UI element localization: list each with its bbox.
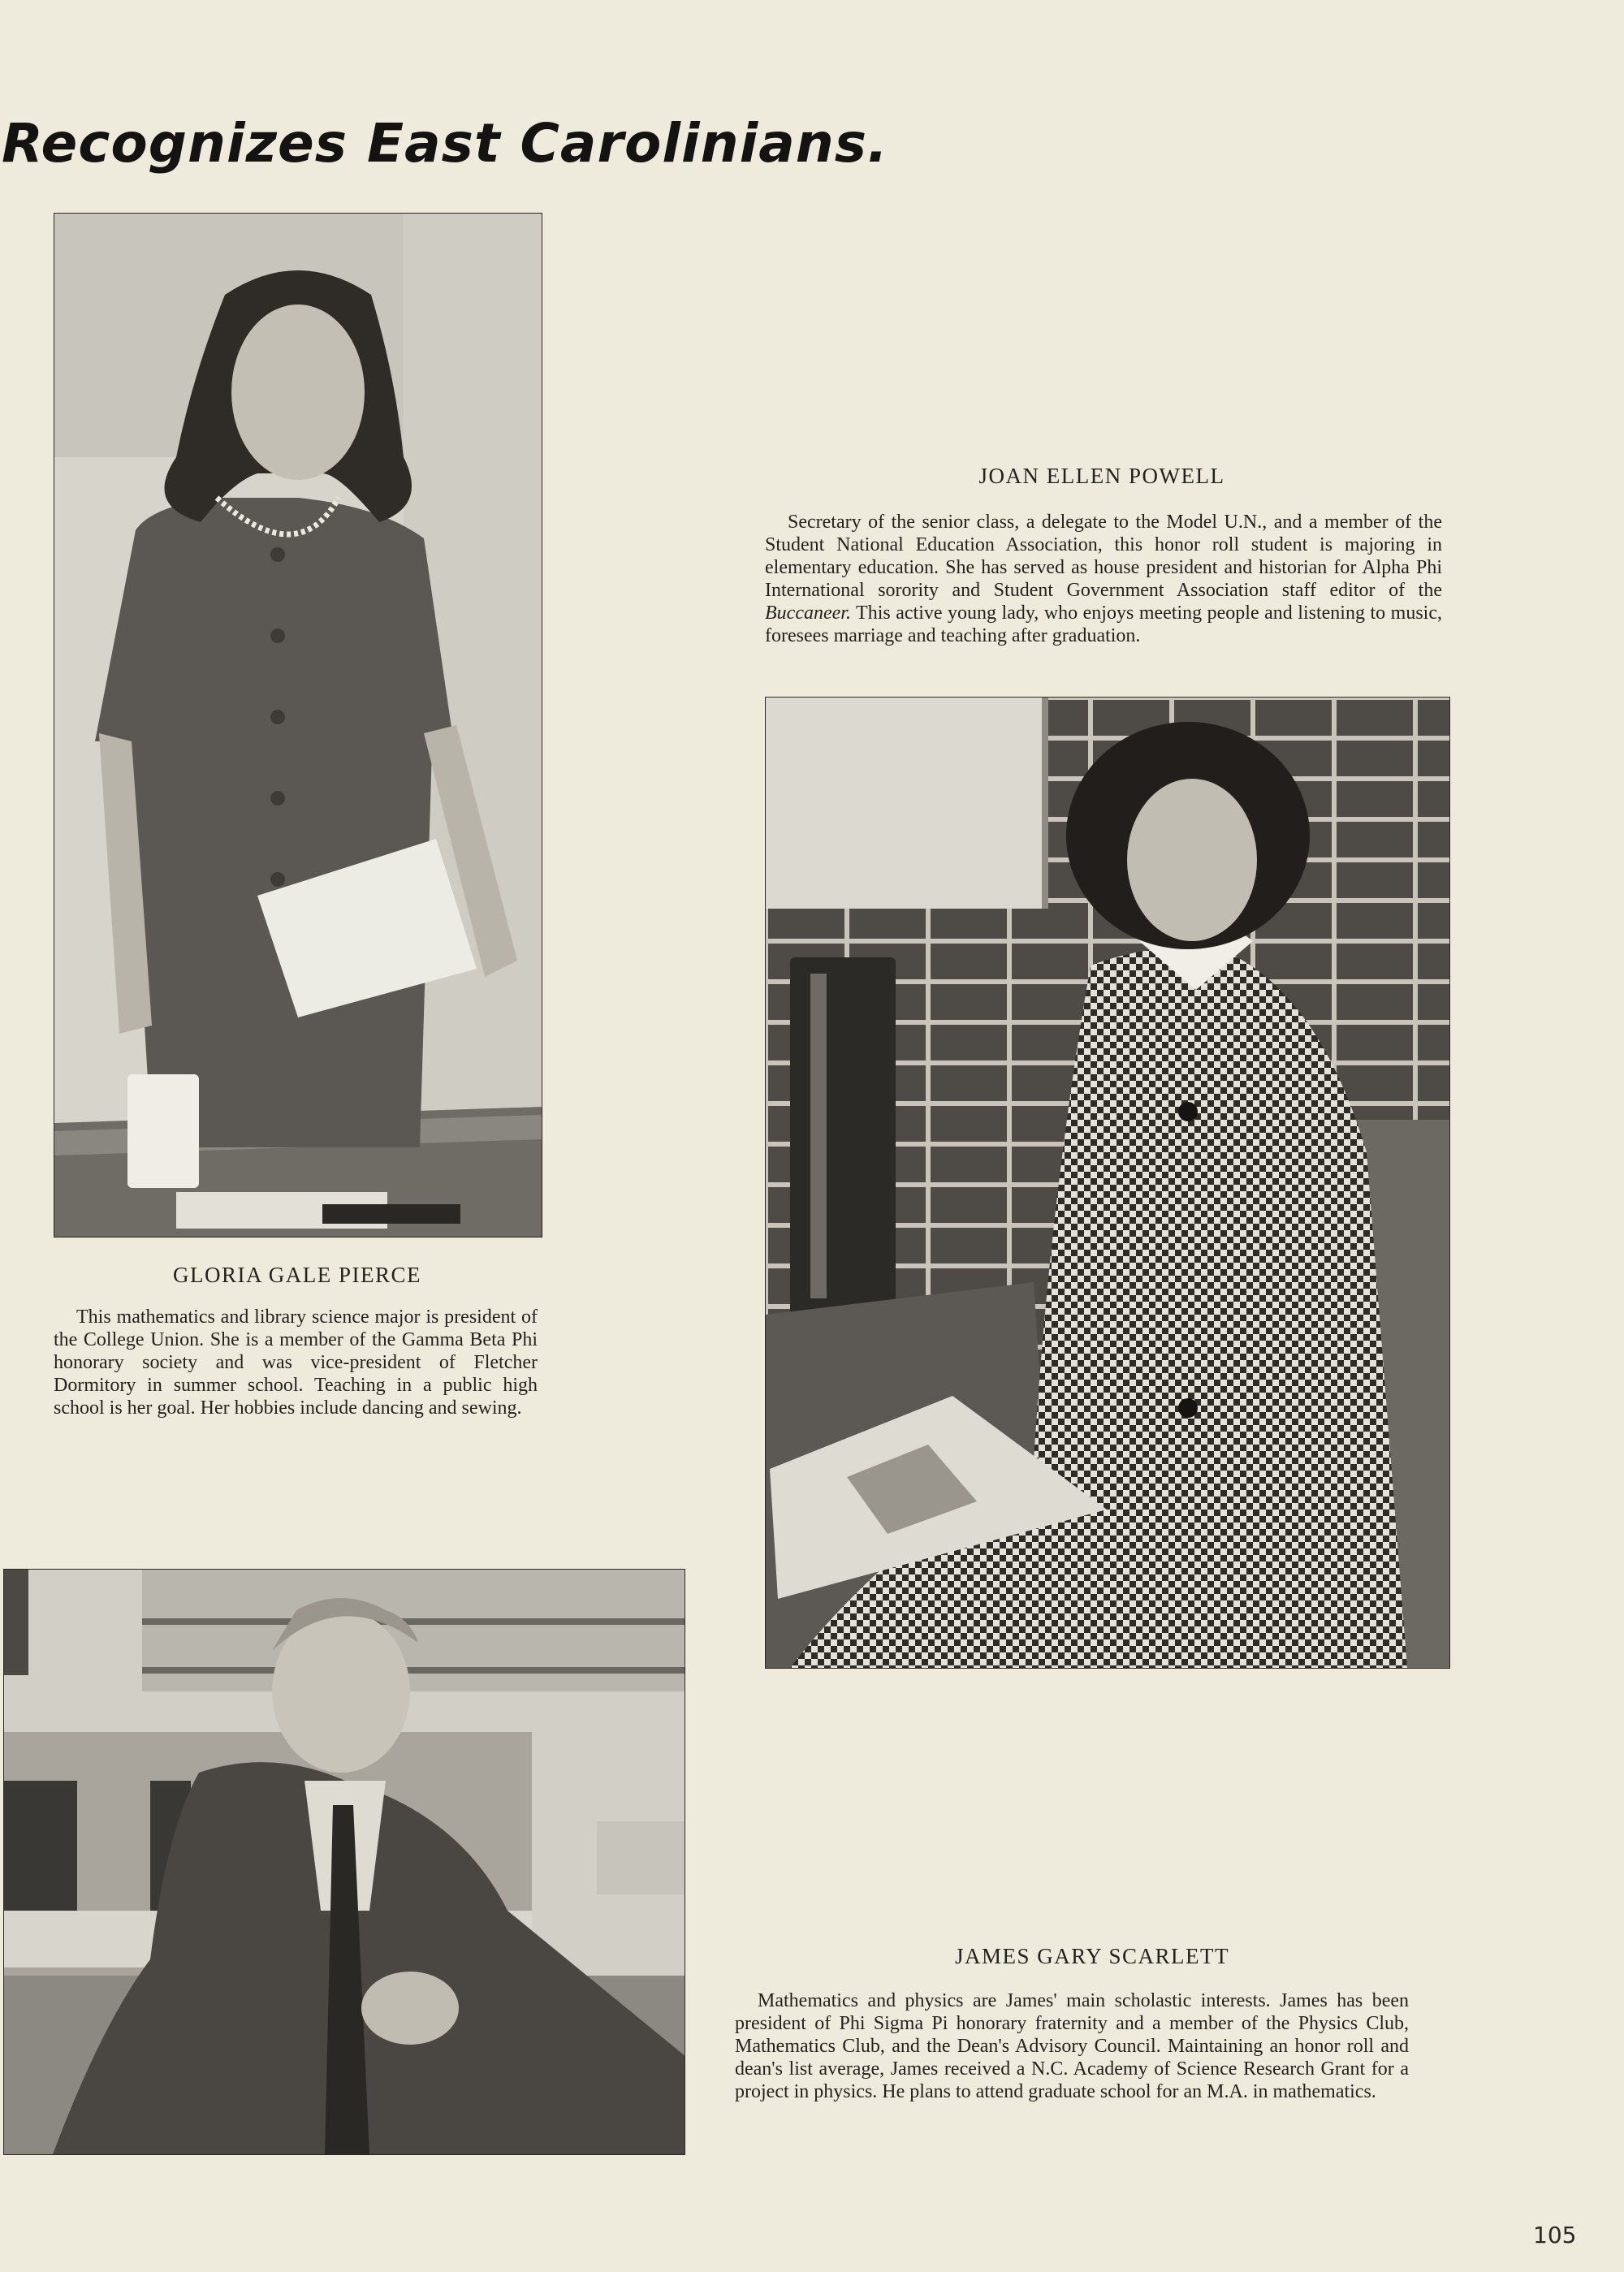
james-scarlett-photo: [3, 1569, 685, 2155]
buccaneer-title: Buccaneer.: [765, 603, 851, 624]
joan-powell-photo: [765, 697, 1450, 1669]
page-number: 105: [1533, 2222, 1577, 2248]
james-scarlett-bio: Mathematics and physics are James' main scholastic interests. James has been president of Phi Sigma Pi honorary fraternity and a member of the Physics Club, Mathematics Club, and the Dean's Advisory Council. Maintaining an honor roll and dean's list average, James received a N.C. Academy of Science Research Grant for a project in physics. He plans to attend graduate school for an M.A. in mathematics.: [735, 1990, 1409, 2102]
james-scarlett-name: JAMES GARY SCARLETT: [954, 1944, 1230, 1968]
joan-powell-name: JOAN ELLEN POWELL: [978, 464, 1225, 488]
gloria-pierce-photo: [54, 213, 542, 1238]
gloria-pierce-bio: This mathematics and library science major is president of the College Union. She is a member of the Gamma Beta Phi honorary society and was vice-president of Fletcher Dormitory in summer school. Teaching in a public high school is her goal. Her hobbies include dancing and sewing.: [54, 1307, 538, 1419]
joan-powell-bio-text-end: This active young lady, who enjoys meeting people and listening to music, foresees marriage and teaching after graduation.: [765, 603, 1442, 646]
joan-powell-bio: [765, 511, 1442, 647]
gloria-pierce-name: GLORIA GALE PIERCE: [173, 1263, 421, 1287]
page-title: Recognizes East Carolinians.: [2, 112, 889, 175]
joan-powell-bio-text: Secretary of the senior class, a delegate to the Model U.N., and a member of the Student National Education Association, this honor roll student is majoring in elementary education. She has served as house president and historian for Alpha Phi International sorority and Student Government Association staff editor of the: [765, 512, 1442, 601]
